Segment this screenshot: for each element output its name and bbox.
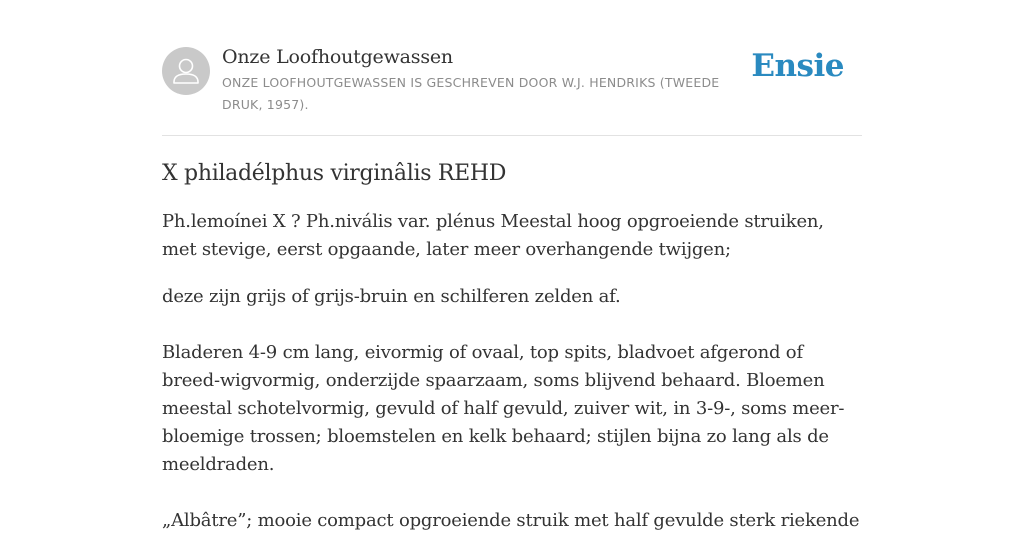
source-title[interactable]: Onze Loofhoutgewassen — [222, 46, 453, 68]
source-description: ONZE LOOFHOUTGEWASSEN IS GESCHREVEN DOOR W.J. HENDRIKS (TWEEDE DRUK, 1957). — [222, 75, 720, 112]
brand-logo[interactable]: Ensie — [751, 48, 844, 84]
article-paragraph: „Albâtre”; mooie compact opgroeiende struik met half gevulde sterk riekende — [162, 510, 860, 531]
article-paragraph: Bladeren 4-9 cm lang, eivormig of ovaal, top spits, bladvoet afgerond of breed-wigvormig, onderzijde spaarzaam, soms blijvend behaard. Bloemen meestal schotelvormig, gevuld of half gevuld, zuiver wit, in 3-9-, soms meer-bloemige trossen; bloemstelen en kelk behaard; stijlen bijna zo lang als de meeldraden. — [162, 342, 845, 475]
article — [162, 158, 862, 554]
article-paragraph: Ph.lemoínei X ? Ph.nivális var. plénus Meestal hoog opgroeiende struiken, met stevige, eerst opgaande, later meer overhangende twijgen; — [162, 211, 824, 260]
user-icon-graphic — [162, 47, 210, 95]
user-icon — [162, 47, 210, 95]
article-title: X philadélphus virginâlis REHD — [162, 161, 507, 186]
header-divider — [162, 135, 862, 136]
source-header — [162, 44, 862, 136]
article-paragraph: deze zijn grijs of grijs-bruin en schilferen zelden af. — [162, 286, 621, 307]
